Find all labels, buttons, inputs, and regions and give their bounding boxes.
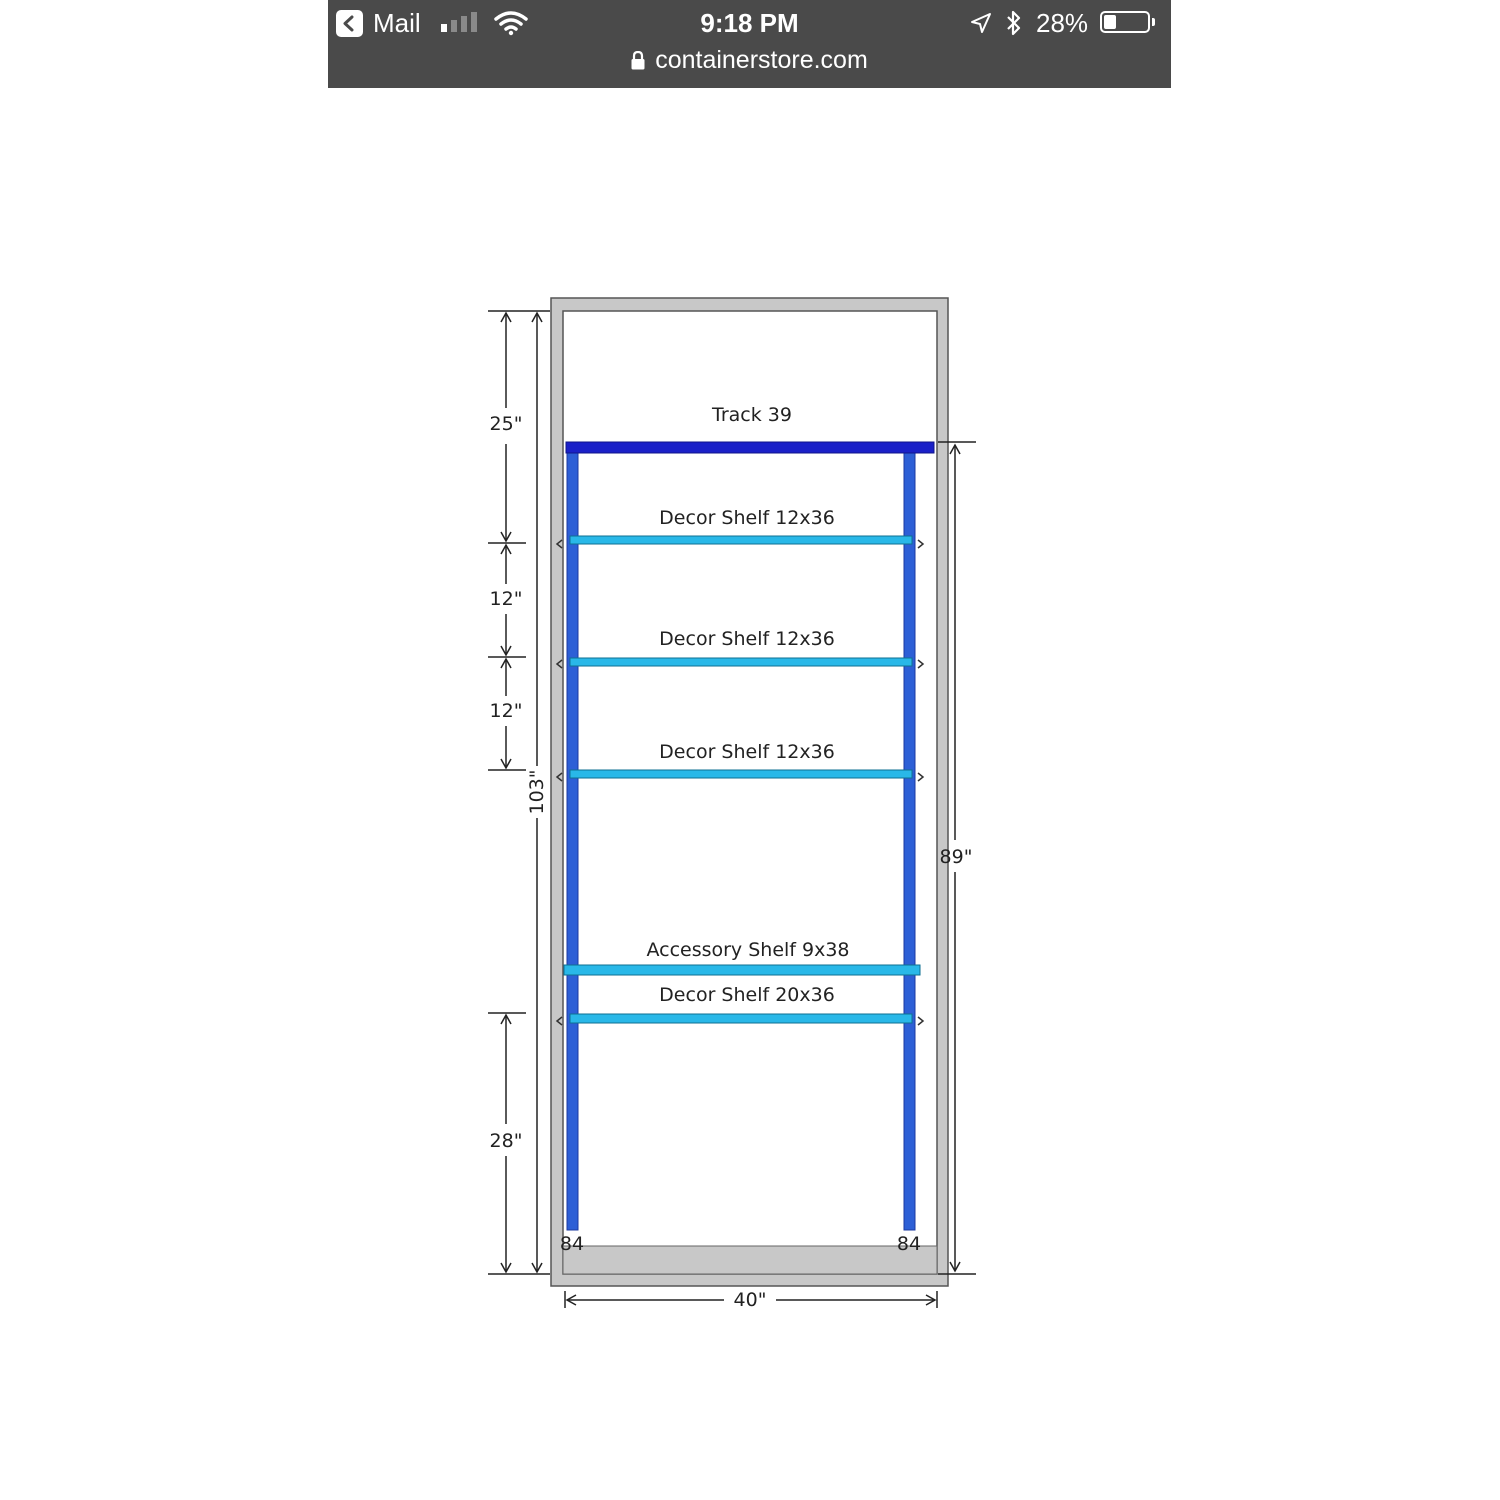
shelf-4 [564, 965, 920, 975]
upright-right-label: 84 [896, 1233, 922, 1255]
dim-gap-2: 12" [489, 700, 523, 722]
back-app-label[interactable]: Mail [373, 8, 421, 38]
shelf-5 [570, 1014, 912, 1023]
shelf-2 [570, 658, 912, 666]
dim-total-height: 103" [526, 769, 548, 815]
upright-left-label: 84 [559, 1233, 585, 1255]
upright-left [567, 448, 578, 1230]
dim-width: 40" [733, 1289, 767, 1311]
shelf-2-label: Decor Shelf 12x36 [659, 628, 835, 650]
shelf-5-label: Decor Shelf 20x36 [659, 984, 835, 1006]
track-label: Track 39 [712, 404, 792, 426]
floor-base [563, 1246, 937, 1274]
dim-top-gap: 25" [489, 413, 523, 435]
shelf-1-label: Decor Shelf 12x36 [659, 507, 835, 529]
clock: 9:18 PM [700, 8, 799, 38]
dim-bottom-gap: 28" [489, 1130, 523, 1152]
dim-track-height: 89" [939, 846, 973, 868]
top-track [566, 442, 934, 453]
battery-percent: 28% [1036, 8, 1089, 38]
url-text: containerstore.com [655, 46, 868, 74]
shelf-3-label: Decor Shelf 12x36 [659, 741, 835, 763]
shelf-3 [570, 770, 912, 778]
shelf-4-label: Accessory Shelf 9x38 [646, 939, 850, 961]
upright-right [904, 448, 915, 1230]
shelf-1 [570, 536, 912, 544]
dim-gap-1: 12" [489, 588, 523, 610]
